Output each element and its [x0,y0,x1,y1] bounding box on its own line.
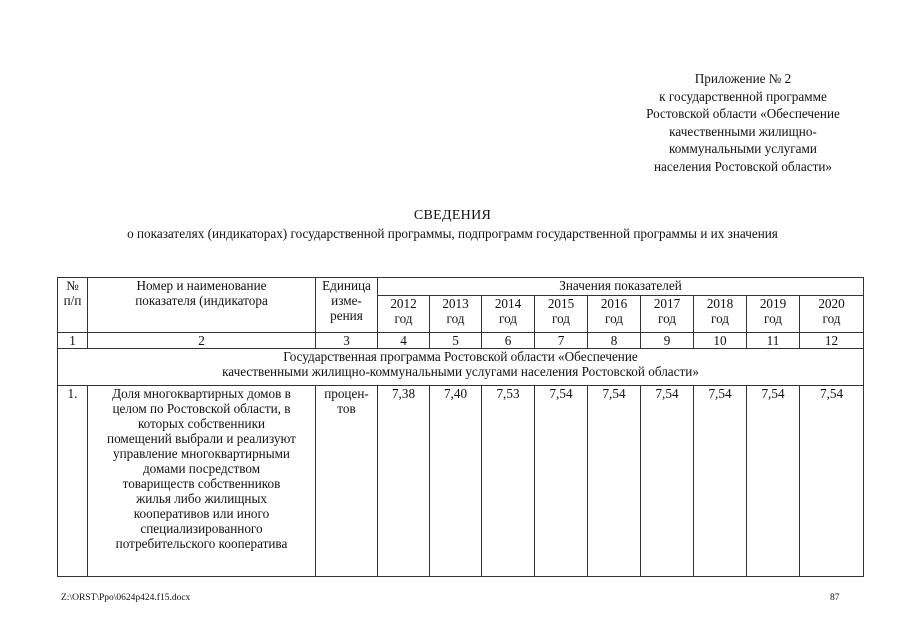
appendix-line-1: Приложение № 2 [694,71,792,86]
header-num-line2: п/п [63,293,82,308]
row-name-line: помещений выбрали и реализуют [107,431,296,446]
row-name-line: домами посредством [142,461,261,476]
col-number: 6 [482,333,535,349]
col-number: 5 [430,333,482,349]
col-number: 8 [588,333,641,349]
year-2017: 2017 [653,296,681,311]
row-unit-line1: процен- [324,386,369,401]
value-2018: 7,54 [694,386,747,577]
program-title-cell [58,349,864,386]
year-2015: 2015 [547,296,575,311]
year-2018: 2018 [706,296,734,311]
col-number: 9 [641,333,694,349]
value-2013: 7,40 [430,386,482,577]
column-number-row [58,333,864,349]
year-cell-2016 [588,296,641,333]
row-name-line: жилья либо жилищных [136,491,267,506]
footer-file-path: Z:\ORST\Ppo\0624p424.f15.docx [61,593,191,603]
col-number: 3 [316,333,378,349]
program-title-line2: качественными жилищно-коммунальными услугами населения Ростовской области» [222,364,699,379]
row-name-line: которых собственники [137,416,266,431]
table-row [58,386,864,577]
year-word: год [822,311,841,326]
col-number: 10 [694,333,747,349]
year-word: год [710,311,729,326]
year-cell-2012 [378,296,430,333]
program-title-line1: Государственная программа Ростовской области «Обеспечение [283,349,638,364]
col-number: 4 [378,333,430,349]
document-subtitle: о показателях (индикаторах) государственной программы, подпрограмм государственной программы и их значения [127,226,778,241]
header-name-line1: Номер и наименование [136,278,267,293]
year-cell-2013 [430,296,482,333]
row-name-cell [88,386,316,577]
header-unit-line3: рения [330,308,363,323]
row-name-line: товариществ собственников [122,476,281,491]
year-word: год [394,311,413,326]
appendix-line-4: качественными жилищно- [669,123,817,139]
year-2016: 2016 [600,296,628,311]
col-number: 2 [88,333,316,349]
appendix-line-5: коммунальными услугами [669,141,817,157]
year-2020: 2020 [818,296,845,311]
row-name-line: управление многоквартирными [113,446,290,461]
year-cell-2015 [535,296,588,333]
row-unit-cell [316,386,378,577]
header-unit-line1: Единица [322,278,371,293]
year-word: год [763,311,782,326]
row-name-line: целом по Ростовской области, в [112,401,291,416]
value-2015: 7,54 [535,386,588,577]
indicators-table [57,277,864,577]
year-word: год [657,311,676,326]
value-2016: 7,54 [588,386,641,577]
row-unit-line2: тов [337,401,356,416]
value-2012: 7,38 [378,386,430,577]
page-number: 87 [830,593,840,603]
col-number: 12 [800,333,864,349]
year-cell-2018 [694,296,747,333]
year-word: год [551,311,570,326]
header-name-cell [88,278,316,333]
year-cell-2017 [641,296,694,333]
year-word: год [446,311,465,326]
year-cell-2014 [482,296,535,333]
header-num-cell [58,278,88,333]
year-word: год [498,311,517,326]
year-2012: 2012 [390,296,417,311]
table-header-row [58,278,864,296]
row-name-line: Доля многоквартирных домов в [112,386,291,401]
header-values-label: Значения показателей [378,278,864,296]
header-unit-cell [316,278,378,333]
value-2017: 7,54 [641,386,694,577]
year-2013: 2013 [442,296,469,311]
appendix-header [628,70,858,176]
document-title: СВЕДЕНИЯ [413,208,492,223]
header-name-line2: показателя (индикатора [135,293,268,308]
appendix-line-3: Ростовской области «Обеспечение [646,106,840,122]
appendix-line-2: к государственной программе [659,88,827,104]
col-number: 7 [535,333,588,349]
col-number: 1 [58,333,88,349]
row-name-line: кооперативов или иного [133,506,270,521]
year-word: год [604,311,623,326]
header-unit-line2: изме- [331,293,362,308]
appendix-line-6: населения Ростовской области» [653,158,833,174]
value-2014: 7,53 [482,386,535,577]
col-number: 11 [747,333,800,349]
value-2020: 7,54 [800,386,864,577]
year-cell-2019 [747,296,800,333]
header-num-line1: № [66,278,79,293]
year-cell-2020 [800,296,864,333]
year-2019: 2019 [759,296,787,311]
row-num-cell: 1. [58,386,88,577]
value-2019: 7,54 [747,386,800,577]
program-title-row [58,349,864,386]
row-name-line: потребительского кооператива [115,536,288,551]
row-name-line: специализированного [140,521,263,536]
year-2014: 2014 [494,296,522,311]
